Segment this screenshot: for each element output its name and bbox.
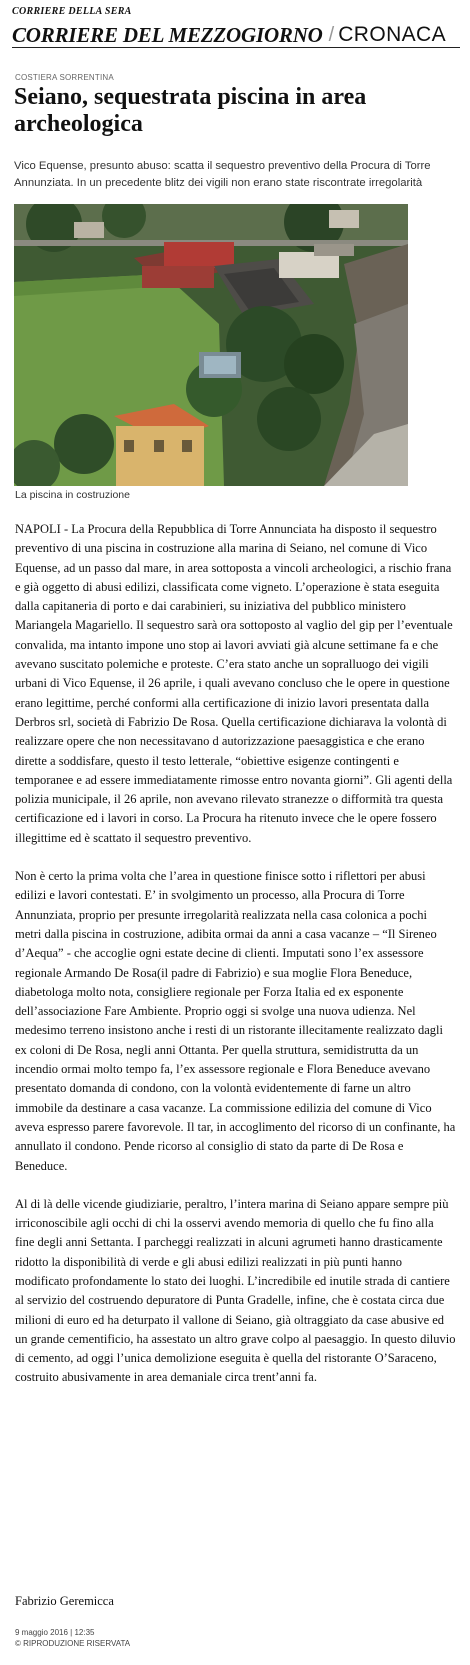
- corriere-del-mezzogiorno-logo[interactable]: CORRIERE DEL MEZZOGIORNO: [12, 23, 323, 47]
- article-paragraph: NAPOLI - La Procura della Repubblica di Torre Annunciata ha disposto il sequestro preventivo di una piscina in costruzione alla marina di Seiano, nel comune di Vico Equense, ad un passo dal mare, in area sottoposta a vincoli archeologici, a rischio frana e già oggetto di abusi edilizi, classificata come vigneto. L’operazione è stata eseguita dalla capitaneria di porto e dai carabinieri, su iniziativa del pubblico ministero Mariangela Magariello. Il sequestro sarà ora sottoposto al vaglio del gip per l’eventuale convalida, ma intanto impone uno stop ai lavori avviati già alcune settimane fa e che avevano suscitato polemiche e proteste. C’era stato anche un sopralluogo dei vigili urbani di Vico Equense, il 26 aprile, i quali avevano concluso che le opere in questione erano legittime, perché conformi alla certificazione di inizio lavori presentata dalla Derbros srl, società di Fabrizio De Rosa. Quella certificazione dichiarava la volontà di realizzare opere che non necessitavano d autorizzazione paesaggistica e che erano dirette a soddisfare, questo il testo letterale, “obiettive esigenze contingenti e temporanee e ad essere immediatamente rimosse entro novanta giorni”. Gli agenti della polizia municipale, il 26 aprile, non avevano rilevato stranezze o difformità tra questa certificazione ed i lavori in corso. La Procura ha ritenuto invece che le opere fossero illegittime ed è scattato il sequestro preventivo.: [15, 522, 453, 845]
- article-headline: Seiano, sequestrata piscina in area archeologica: [14, 84, 367, 137]
- article-footer: [15, 1627, 130, 1649]
- publication-date: 9 maggio 2016 | 12:35: [15, 1628, 95, 1637]
- masthead: [12, 6, 460, 48]
- corriere-della-sera-logo[interactable]: CORRIERE DELLA SERA: [12, 6, 132, 17]
- article-summary: Vico Equense, presunto abuso: scatta il sequestro preventivo della Procura di Torre Annunziata. In un precedente blitz dei vigili non erano state riscontrate irregolarità: [14, 160, 431, 189]
- article-author: Fabrizio Geremicca: [15, 1594, 114, 1608]
- article-photo: [14, 204, 408, 486]
- article-paragraph: Non è certo la prima volta che l’area in questione finisce sotto i riflettori per abusi edilizi e lavori contestati. E’ in svolgimento un processo, alla Procura di Torre Annunziata, proprio per presunte irregolarità realizzata nella casa colonica a pochi metri dalla piscina in costruzione, adibita ormai da anni a casa vacanze – “Il Sireneo d’Aequa” - che accoglie ogni estate decine di clienti. Imputati sono l’ex assessore regionale Armando De Rosa(il padre di Fabrizio) e sua moglie Flora Beneduce, diabetologa molto nota, consigliere regionale per Forza Italia ed ex esponente dell’associazione Fare Ambiente. Proprio oggi si svolge una nuova udienza. Nel medesimo terreno insistono anche i resti di un ristorante illecitamente realizzato dagli ex coloni di De Rosa, negli anni Ottanta. Per quella struttura, semidistrutta da un incendio ormai molto tempo fa, l’ex assessore regionale e Flora Beneduce avevano presentato domanda di condono, con la volontà evidentemente di farne un altro immobile da destinare a casa vacanze. La commissione edilizia del comune di Vico aveva espresso parere favorevole. Il tar, in accoglimento del ricorso di un confinante, ha annullato il condono. Pende ricorso al consiglio di stato da parte di De Rosa e Beneduce.: [15, 869, 456, 1173]
- photo-caption: La piscina in costruzione: [15, 489, 130, 501]
- aerial-view-image: [14, 204, 408, 486]
- section-link-cronaca[interactable]: CRONACA: [338, 23, 447, 46]
- article-paragraph: Al di là delle vicende giudiziarie, peraltro, l’intera marina di Seiano appare sempre più irriconoscibile agli occhi di chi la osservi avendo memoria di quello che fu fino alla fine degli anni Settanta. I parcheggi realizzati in alcuni agrumeti hanno drasticamente ridotto la disponibilità di verde e gli abusi edilizi realizzati in più punti hanno modificato profondamente lo stato dei luoghi. L’incredibile ed inutile strada di cantiere al servizio del costruendo depuratore di Punta Gradelle, infine, che è costata circa due milioni di euro ed ha deturpato il vallone di Seiano, già oltraggiato da case abusive ed un grande cementificio, ha assestato un altro grave colpo al paesaggio. In questo diluvio di cemento, ad oggi l’unica demolizione eseguita è quella del ristorante O’Saraceno, costruito abusivamente in area demaniale circa trent’anni fa.: [15, 1196, 456, 1385]
- masthead-separator: /: [328, 24, 335, 46]
- article-body: [15, 520, 456, 1407]
- masthead-brand-row: [12, 21, 460, 48]
- copyright-notice: © RIPRODUZIONE RISERVATA: [15, 1639, 131, 1648]
- article-category[interactable]: COSTIERA SORRENTINA: [15, 73, 114, 82]
